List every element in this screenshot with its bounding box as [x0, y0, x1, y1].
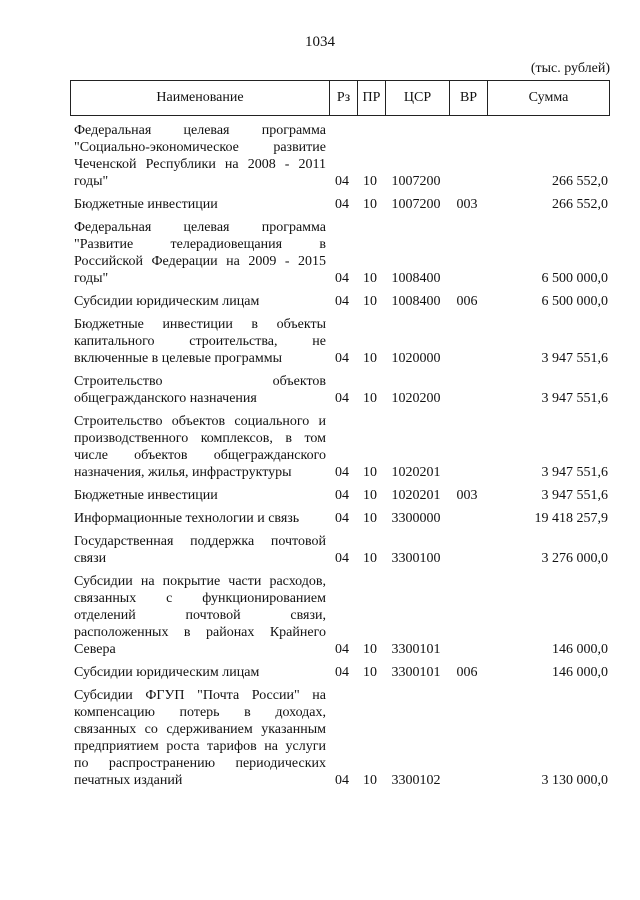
table-row: [70, 687, 610, 789]
page-number: 1034: [305, 34, 335, 50]
row-name: Субсидии на покрытие части расходов, связанных с функционированием отделений почтовой связи, расположенных в районах Крайнего Севера: [74, 574, 326, 657]
row-pr: 10: [363, 551, 377, 566]
row-csr: 1008400: [391, 294, 441, 309]
row-csr: 3300101: [391, 665, 441, 680]
header-vr: ВР: [449, 81, 487, 115]
row-name: Федеральная целевая программа "Социально-экономическое развитие Чеченской Республики на 2008 - 2011 годы": [74, 123, 326, 189]
row-sum: 6 500 000,0: [541, 294, 608, 309]
row-pr: 10: [363, 465, 377, 480]
row-name: Строительство объектов общегражданского назначения: [74, 374, 326, 406]
header-name: Наименование: [156, 90, 244, 105]
row-csr: 1007200: [391, 197, 441, 212]
units-label: (тыс. рублей): [530, 61, 610, 76]
row-sum: 6 500 000,0: [541, 271, 608, 286]
row-name: Информационные технологии и связь: [74, 511, 300, 526]
row-name: Субсидии ФГУП "Почта России" на компенсацию потерь в доходах, связанных со сдерживанием указанным предприятием роста тарифов на услуги по распространению периодических печатных изданий: [74, 688, 326, 788]
table-row: [70, 196, 610, 213]
row-pr: 10: [363, 174, 377, 189]
row-sum: 3 947 551,6: [541, 351, 608, 366]
table-body: [70, 122, 610, 789]
row-pr: 10: [363, 642, 377, 657]
row-csr: 1007200: [391, 174, 441, 189]
row-rz: 04: [335, 391, 349, 406]
row-csr: 3300000: [391, 511, 441, 526]
row-csr: 3300102: [391, 773, 441, 788]
row-vr: 006: [456, 665, 478, 680]
row-vr: 006: [456, 294, 478, 309]
row-csr: 1020201: [391, 465, 441, 480]
row-name: Государственная поддержка почтовой связи: [74, 534, 326, 566]
table-row: [70, 413, 610, 481]
row-pr: 10: [363, 351, 377, 366]
row-csr: 1020000: [391, 351, 441, 366]
row-csr: 3300101: [391, 642, 441, 657]
table-row: [70, 219, 610, 287]
row-name: Субсидии юридическим лицам: [74, 665, 260, 680]
row-sum: 266 552,0: [552, 197, 608, 212]
row-rz: 04: [335, 665, 349, 680]
table-row: [70, 316, 610, 367]
row-name: Федеральная целевая программа "Развитие телерадиовещания в Российской Федерации на 2009 - 2015 годы": [74, 220, 326, 286]
row-rz: 04: [335, 465, 349, 480]
table-row: [70, 293, 610, 310]
row-rz: 04: [335, 511, 349, 526]
table-row: [70, 533, 610, 567]
row-csr: 1020200: [391, 391, 441, 406]
row-csr: 1008400: [391, 271, 441, 286]
table-row: [70, 487, 610, 504]
header-csr: ЦСР: [385, 81, 449, 115]
row-sum: 266 552,0: [552, 174, 608, 189]
row-pr: 10: [363, 488, 377, 503]
row-pr: 10: [363, 665, 377, 680]
table-row: [70, 373, 610, 407]
table-header: [70, 80, 610, 116]
table-row: [70, 573, 610, 658]
row-rz: 04: [335, 294, 349, 309]
row-pr: 10: [363, 197, 377, 212]
table-row: [70, 510, 610, 527]
row-vr: 003: [456, 488, 478, 503]
row-rz: 04: [335, 551, 349, 566]
row-pr: 10: [363, 271, 377, 286]
row-rz: 04: [335, 197, 349, 212]
row-pr: 10: [363, 294, 377, 309]
row-sum: 146 000,0: [552, 665, 608, 680]
row-rz: 04: [335, 351, 349, 366]
table-row: [70, 122, 610, 190]
row-sum: 146 000,0: [552, 642, 608, 657]
row-sum: 3 947 551,6: [541, 488, 608, 503]
row-sum: 3 947 551,6: [541, 465, 608, 480]
row-name: Бюджетные инвестиции в объекты капитального строительства, не включенные в целевые программы: [74, 317, 326, 366]
row-rz: 04: [335, 488, 349, 503]
header-sum: Сумма: [487, 81, 609, 115]
row-rz: 04: [335, 642, 349, 657]
row-sum: 19 418 257,9: [534, 511, 608, 526]
row-pr: 10: [363, 511, 377, 526]
row-rz: 04: [335, 174, 349, 189]
budget-table: [70, 80, 610, 795]
row-name: Бюджетные инвестиции: [74, 197, 218, 212]
row-csr: 3300100: [391, 551, 441, 566]
row-csr: 1020201: [391, 488, 441, 503]
row-name: Строительство объектов социального и производственного комплексов, в том числе объектов общегражданского назначения, жилья, инфраструктуры: [74, 414, 326, 480]
header-pr: ПР: [357, 81, 385, 115]
row-pr: 10: [363, 391, 377, 406]
table-row: [70, 664, 610, 681]
row-name: Бюджетные инвестиции: [74, 488, 218, 503]
row-sum: 3 276 000,0: [541, 551, 608, 566]
row-pr: 10: [363, 773, 377, 788]
row-name: Субсидии юридическим лицам: [74, 294, 260, 309]
row-sum: 3 947 551,6: [541, 391, 608, 406]
row-vr: 003: [456, 197, 478, 212]
header-rz: Рз: [329, 81, 357, 115]
row-sum: 3 130 000,0: [541, 773, 608, 788]
row-rz: 04: [335, 773, 349, 788]
row-rz: 04: [335, 271, 349, 286]
